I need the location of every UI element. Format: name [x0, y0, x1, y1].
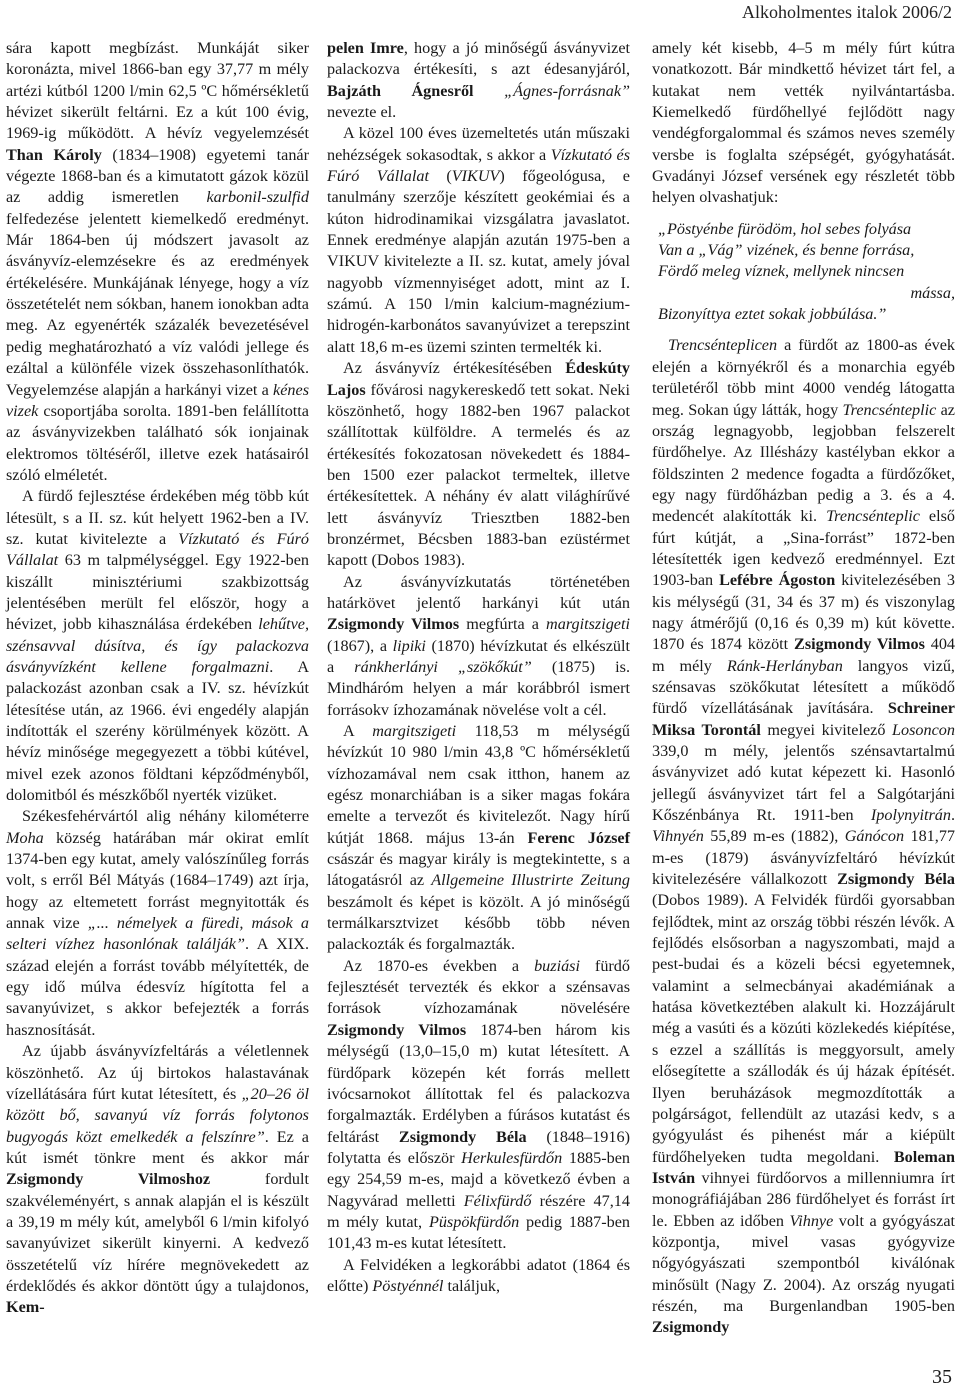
paragraph: Az ásványvízkutatás történetében határkövet jelentő harkányi kút után Zsigmondy Vilmos megfúrta a margitszigeti (1867), a lipiki (1870) hévízkutat és elkészült a ránkherlányi „szökőkút” (1875) is. Mindháróm helyen a már korábbról ismert forrásokv ízhozamának növelése volt a cél. — [327, 572, 630, 719]
poem-quote — [652, 219, 955, 326]
column-2 — [327, 38, 630, 1297]
paragraph: Az 1870-es években a buziási fürdő fejlesztését tervezték és ekkor a szénsavas források vízhozamának növelésére Zsigmondy Vilmos 1874-ben három kis mélységű (13,0–15,0 m) kutat létesített. A fürdőpark közepén két forrás mellett ivócsarnokot állítottak fel és palackozva forgalmazták. Erdélyben a fúrásos kutatást és feltárást Zsigmondy Béla (1848–1916) folytatta és először Herkulesfürdőn 1885-ben egy 254,59 m-es, majd a következő évben a Nagyvárad melletti Félixfürdő részére 47,14 m mély kutat, Püspökfürdőn pedig 1887-ben 101,43 m-es kutat létesített. — [327, 956, 631, 1253]
paragraph: A közel 100 éves üzemeltetés után műszaki nehézségek sokasodtak, s akkor a Vízkutató és Fúró Vállalat (VIKUV) főgeológusa, e tanulmány szerzője készített geokémiai és a kúton hidrodinamikai vizsgálatra javaslatot. Ennek eredménye alapján azután 1975-ben a VIKUV kivitelezte a II. sz. kutat, amely jóval nagyobb vízmennyiséget adott, mint az I. számú. A 150 l/min kalcium-magnézium-hidrogén-karbonátos savanyúvizet a terepszint alatt 18,6 m-es üzemi szinten termelték ki. — [327, 124, 630, 356]
paragraph: Az ásványvíz értékesítésében Édeskúty Lajos fővárosi nagykereskedő tett sokat. Neki köszönhető, hogy 1882-ben 1967 palackot szállítottak külföldre. A termelés és az értékesítés fokozatosan növekedett és 1884-ben 1500 ezer palackot termeltek, illetve értékesítettek. A néhány év alatt világhírűvé lett ásványvíz Triesztben 1882-ben bronzérmet, Bécsben 1883-ban ezüstérmet kapott (Dobos 1983). — [327, 359, 630, 570]
poem-line: Van a „Vág” vizének, és benne forrása, — [658, 241, 915, 260]
page-number: 35 — [932, 1366, 952, 1388]
paragraph: Az újabb ásványvízfeltárás a véletlennek köszönhető. Az új birtokos halastavának vízellátására fúrt kutat létesített, és „20–26 öl között bő, savanyú víz forrás folytonos bugyogás közt emelkedék a felszínre”. Ez a kút ismét tönkre ment és akkor már Zsigmondy Vilmoshoz fordult szakvéleményért, s annak alapján el is készült a 39,19 m mély kút, amelyből 6 l/min kifolyó savanyúvizet sikerült kinyerni. A kedvező összetételű víz hírére megnövekedett az érdeklődés és akkor döntött úgy a tulajdonos, Kem- — [6, 1042, 309, 1317]
poem-line: Bizonyíttya eztet sokak jobbúlása.” — [658, 305, 887, 324]
paragraph: A margitszigeti 118,53 m mélységű hévízkút 10 980 l/min 43,8 ºC hőmérsékletű vízhozamával nem csak itthon, hanem az egész monarchiában is a siker magas fokára emelte a tervezőt és kivitelezőt. Nagy hírű kútját 1868. május 13-án Ferenc József császár és magyar király is megtekintette, s a látogatásról az Allgemeine Illustrirte Zeitung beszámolt és képet is közölt. A jó minőségű termálkarsztvizet később több néven palackozták és forgalmazták. — [327, 722, 631, 954]
paragraph: pelen Imre, hogy a jó minőségű ásványvizet palackozva értékesíti, s azt édesanyjáról, Bajzáth Ágnesről „Ágnes-forrásnak” nevezte el. — [327, 39, 631, 122]
poem-line: Fördő meleg víznek, mellynek nincsen — [658, 262, 905, 281]
paragraph: sára kapott megbízást. Munkáját siker koronázta, mivel 1866-ban egy 37,77 m mély artézi kútból 1200 l/min 62,5 ºC hőmérsékletű hévizet sikerült feltárni. Ez a kút 100 évig, 1969-ig működött. A hévíz vegyelemzését Than Károly (1834–1908) egyetemi tanár végezte 1868-ban és a kimutatott gázok közül az addig ismeretlen karbonil-szulfid felfedezése jelentett kiemelkedő eredményt. Már 1864-ben új módszert javasolt az ásványvíz-elemzésekre és az eredmények értékelésére. Munkájának lényege, hogy a víz összetételét nem sókban, hanem ionokban adta meg. Az egyenérték százalék bevezetésével pedig meghatározható a víz valódi jellege és ezáltal a különféle vizek összehasonlíthatók. Vegyelemzése alapján a harkányi vizet a kénes vizek csoportjába sorolta. 1891-ben felállította az ásványvizekben található sók ionjainak elektromos töltéséről, illetve ezek hatásairól szóló elméletét. — [6, 39, 309, 484]
poem-line: „Pöstyénbe fürödöm, hol sebes folyása — [658, 219, 912, 238]
article-body — [0, 38, 960, 1368]
poem-line: mássa, — [910, 283, 955, 302]
running-title: Alkoholmentes italok 2006/2 — [742, 2, 952, 22]
paragraph: A fürdő fejlesztése érdekében még több kút létesült, s a II. sz. kút helyett 1962-ben a IV. sz. kutat kivitelezte a Vízkutató és Fúró Vállalat 63 m talpmélységgel. Egy 1922-ben kiszállt minisztériumi szakbizottság jelentésében merült fel először, hogy a hévizet, jobb kihasználása érdekében lehűtve, szénsavval dúsítva, és így palackozva ásványvízként kellene forgalmazni. A palackozást azonban csak a IV. sz. hévízkút létesítése után, az 1966. évi engedély alapján indították el szerény körülmények között. A hévíz minősége megegyezett a többi kútével, mivel ezek azonos földtani képződményből, dolomitból és mészkőből nyerték vizüket. — [6, 487, 310, 805]
paragraph: A Felvidéken a legkorábbi adatot (1864 és előtte) Pöstyénnél találjuk, — [327, 1255, 630, 1295]
column-3-body — [652, 335, 955, 1338]
column-1 — [6, 38, 309, 1319]
paragraph: amely két kisebb, 4–5 m mély fúrt kútra vonatkozott. Bár mindkettő hévizet tárt fel, a kutakat nem vették nyilvántartásba. Kiemelkedő fürdőhellyé fejlődött nagy vendégforgalommal és számos neves személy versbe is foglalta szépségét, gyógyhatását. Gvadányi József versének egy részletét több helyen olvashatjuk: — [652, 39, 955, 207]
column-3-intro — [652, 38, 955, 209]
paragraph: Székesfehérvártól alig néhány kilométerre Moha község határában már okirat említ 1374-ben egy kutat, amely valószínűleg forrás volt, s erről Bél Mátyás (1684–1749) azt írja, hogy az eltemetett forrást megnyitották és annak vize „... némelyek a füredi, mások a selteri vízhez hasonlónak találják”. A XIX. század elején a forrást tovább mélyítették, de egy idő múlva édesvíz hígította fel a savanyúvizet, s akkor befejezték a forrás hasznosítását. — [6, 807, 309, 1039]
paragraph: Trencsénteplicen a fürdőt az 1800-as évek elején a környékről és a monarchia egyéb területéről több mint 4000 vendég látogatta meg. Sokan úgy látták, hogy Trencsénteplic az ország legnagyobb, legjobban felszerelt fürdőhelye. Az Illésházy kastélyban ekkor a földszinten 2 medence fogadta a fürdőzőket, egy nagy fürdőházban pedig a 3. és a 4. medencét alakították ki. Trencsénteplic első fúrt kútját, a „Sina-forrást” 1872-ben létesítették igen kedvező eredménnyel. Ezt 1903-ban Lefébre Ágoston kivitelezésében 3 kis mélységű (31, 34 és 37 m) és viszonylag nagy átmérőjű (0,16 és 0,39 m) kút követte. 1870 és 1874 között Zsigmondy Vilmos 404 m mély Ránk-Herlányban langyos vizű, szénsavas szökőkutat létesített a működő fürdő vízellátásának javítására. Schreiner Miksa Torontál megyei kivitelező Losoncon 339,0 m mély, jelentős szénsavtartalmú ásványvizet adó kutat képezett ki. Hasonló jellegű ásványvizet tárt fel a Salgótarjáni Kőszénbánya Rt. 1911-ben Ipolynyitrán. Vihnyén 55,89 m-es (1882), Gánócon 181,77 m-es (1879) ásványvízfeltáró hévízkút kivitelezésére vállalkozott Zsigmondy Béla (Dobos 1989). A Felvidék fürdői gyorsabban fejlődtek, mint az ország többi részén lévők. A fejlődés elsősorban a nagyszombati, majd a pest-budai és a közeli bécsi egyetemnek, valamint a selmecbányai akadémiának a hatása következtében alakult ki. Hozzájárult még a vasúti és a közúti közlekedés kiépítése, s ezzel a szállítás is meggyorsult, amely elősegítette a szállodák és új házak építését. Ilyen beruházások megmozdították a polgárságot, fellendült az utazási kedv, s a gyógyulást és pihenést már a kiépült fürdőhelyeken tudta megoldani. Boleman István vihnyei fürdőorvos a millenniumra írt monográfiájában 286 fürdőhelyet és forrást írt le. Ebben az időben Vihnye volt a gyógyászat központja, mivel vasas gyógyvize nőgyógyászati szempontból kiválónak minősült (Nagy Z. 2004). Az ország nyugati részén, ma Burgenlandban 1905-ben Zsigmondy — [652, 336, 956, 1337]
column-3 — [652, 38, 955, 1339]
